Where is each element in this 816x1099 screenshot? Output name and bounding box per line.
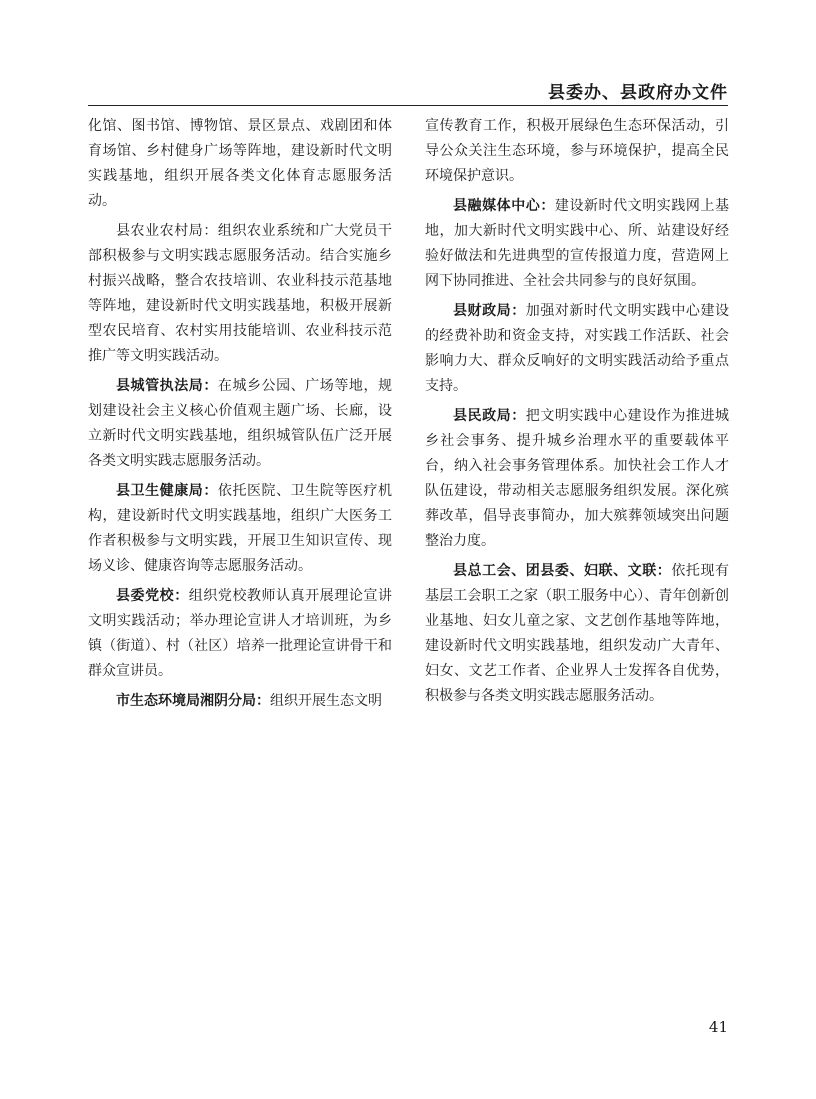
paragraph-finance xyxy=(425,299,729,399)
left-column xyxy=(88,114,392,719)
paragraph-agriculture: 县农业农村局：组织农业系统和广大党员干部积极参与文明实践志愿服务活动。结合实施乡村振兴战略，整合农技培训、农业科技示范基地等阵地，建设新时代文明实践基地，积极开展新型农民培育、农村实用技能培训、农业科技示范推广等文明实践活动。 xyxy=(88,223,392,364)
paragraph-body: 建设新时代文明实践网上基地，加大新时代文明实践中心、所、站建设好经验好做法和先进典型的宣传报道力度，营造网上网下协同推进、全社会共同参与的良好氛围。 xyxy=(425,198,730,289)
paragraph-civil-affairs xyxy=(425,404,729,554)
paragraph-party-school xyxy=(88,584,392,684)
paragraph-body: 组织党校教师认真开展理论宣讲文明实践活动；举办理论宣讲人才培训班，为乡镇（街道）、村（社区）培养一批理论宣讲骨干和群众宣讲员。 xyxy=(88,588,393,679)
paragraph-unions xyxy=(425,559,729,709)
page-number: 41 xyxy=(708,1018,728,1036)
paragraph-body: 加强对新时代文明实践中心建设的经费补助和资金支持，对实践工作活跃、社会影响力大、群众反响好的文明实践活动给予重点支持。 xyxy=(425,303,730,394)
paragraph-ecology xyxy=(88,689,392,714)
paragraph-urban-management xyxy=(88,374,392,474)
lead-heading: 县委党校： xyxy=(116,588,189,604)
lead-heading: 县融媒体中心： xyxy=(453,198,555,214)
paragraph-continued: 宣传教育工作，积极开展绿色生态环保活动，引导公众关注生态环境，参与环境保护，提高全民环境保护意识。 xyxy=(425,118,729,184)
paragraph-body: 把文明实践中心建设作为推进城乡社会事务、提升城乡治理水平的重要载体平台，纳入社会事务管理体系。加快社会工作人才队伍建设，带动相关志愿服务组织发展。深化殡葬改革，倡导丧事简办，加大殡葬领域突出问题整治力度。 xyxy=(425,408,730,549)
paragraph-continued: 化馆、图书馆、博物馆、景区景点、戏剧团和体育场馆、乡村健身广场等阵地，建设新时代文明实践基地，组织开展各类文化体育志愿服务活动。 xyxy=(88,118,392,209)
lead-heading: 县城管执法局： xyxy=(116,378,218,394)
lead-heading: 县财政局： xyxy=(453,303,526,319)
paragraph-body: 依托医院、卫生院等医疗机构，建设新时代文明实践基地，组织广大医务工作者积极参与文明实践，开展卫生知识宣传、现场义诊、健康咨询等志愿服务活动。 xyxy=(88,483,393,574)
lead-heading: 市生态环境局湘阴分局： xyxy=(116,693,270,709)
lead-heading: 县卫生健康局： xyxy=(116,483,218,499)
paragraph-body: 依托现有基层工会职工之家（职工服务中心）、青年创新创业基地、妇女儿童之家、文艺创作基地等阵地，建设新时代文明实践基地，组织发动广大青年、妇女、文艺工作者、企业界人士发挥各自优势，积极参与各类文明实践志愿服务活动。 xyxy=(425,563,730,704)
paragraph-health xyxy=(88,479,392,579)
lead-heading: 县总工会、团县委、妇联、文联： xyxy=(453,563,672,579)
right-column xyxy=(425,114,729,714)
paragraph-media-center xyxy=(425,194,729,294)
paragraph-body: 在城乡公园、广场等地，规划建设社会主义核心价值观主题广场、长廊，设立新时代文明实践基地，组织城管队伍广泛开展各类文明实践志愿服务活动。 xyxy=(88,378,393,469)
header-rule xyxy=(88,105,728,106)
running-header-title: 县委办、县政府办文件 xyxy=(548,83,728,103)
lead-heading: 县民政局： xyxy=(453,408,526,424)
paragraph-body: 组织开展生态文明 xyxy=(270,693,382,709)
